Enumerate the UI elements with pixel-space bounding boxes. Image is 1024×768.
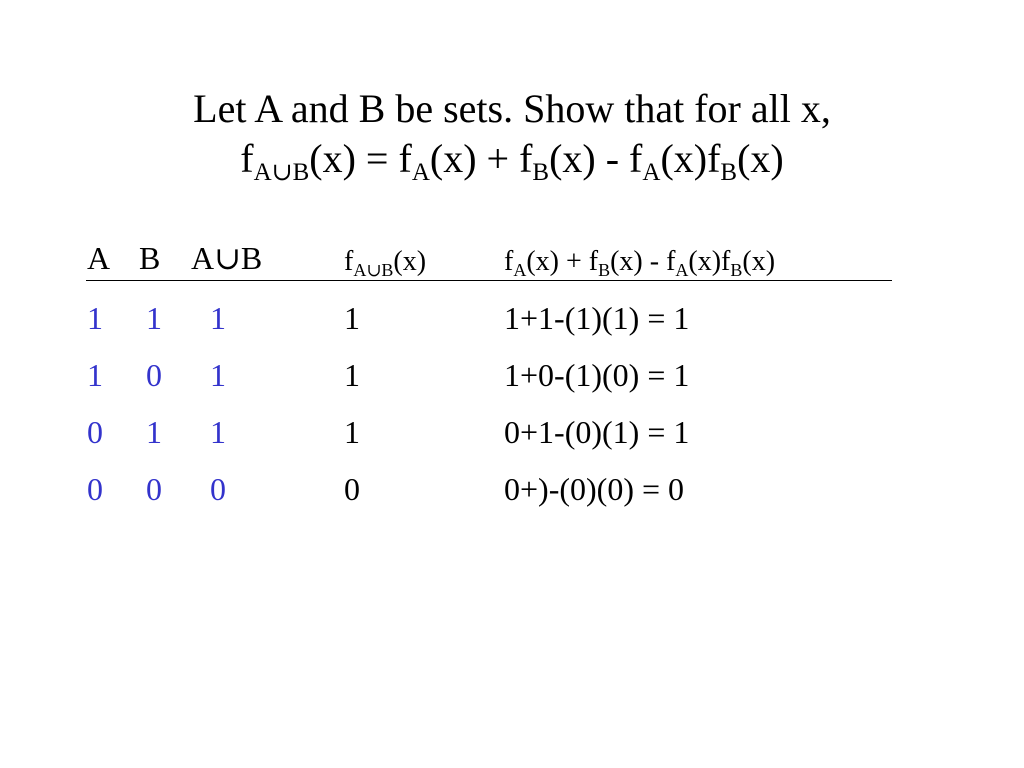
header-text: (x) - f [610,246,676,277]
cell-b: 1 [146,300,162,336]
cell-a: 0 [87,414,103,450]
header-b: B [139,240,161,276]
header-subscript: A [513,260,527,280]
cell-b: 1 [146,414,162,450]
formula-text: (x) - f [549,136,643,181]
cell-f-union: 1 [344,300,360,336]
formula-text: (x) + f [429,136,533,181]
header-union: A∪B [191,240,263,276]
header-text: (x)f [688,246,731,277]
formula-subscript: B [532,159,550,186]
formula-text: (x) [737,136,784,181]
header-subscript: B [598,260,611,280]
cell-expression: 1+1-(1)(1) = 1 [504,300,690,336]
header-underline [86,280,892,281]
slide-title [0,84,1024,184]
cell-f-union: 1 [344,414,360,450]
cell-union: 1 [210,357,226,393]
header-text: (x) + f [526,246,599,277]
header-text: f [344,246,354,277]
header-text: (x) [742,246,776,277]
cell-expression: 1+0-(1)(0) = 1 [504,357,690,393]
cell-f-union: 1 [344,357,360,393]
cell-union: 0 [210,471,226,507]
cell-union: 1 [210,414,226,450]
cell-a: 1 [87,300,103,336]
title-line-1: Let A and B be sets. Show that for all x, [193,86,831,131]
header-text: (x) [393,246,427,277]
header-f-union [344,242,426,282]
header-subscript: A [675,260,689,280]
cell-a: 1 [87,357,103,393]
formula-subscript: B [720,159,738,186]
formula-subscript: A [642,159,661,186]
header-expression [504,242,775,282]
cell-a: 0 [87,471,103,507]
formula-subscript: A [411,159,430,186]
formula-text: (x)f [660,136,721,181]
header-a: A [87,240,111,276]
cell-b: 0 [146,357,162,393]
header-subscript: B [730,260,743,280]
formula-subscript: A∪B [253,159,310,186]
cell-union: 1 [210,300,226,336]
cell-expression: 0+1-(0)(1) = 1 [504,414,690,450]
formula-text: f [240,136,254,181]
cell-b: 0 [146,471,162,507]
formula-text: (x) = f [309,136,412,181]
cell-f-union: 0 [344,471,360,507]
cell-expression: 0+)-(0)(0) = 0 [504,471,685,507]
header-text: f [504,246,514,277]
header-subscript: A∪B [353,260,394,280]
title-line-2-formula [0,134,1024,184]
